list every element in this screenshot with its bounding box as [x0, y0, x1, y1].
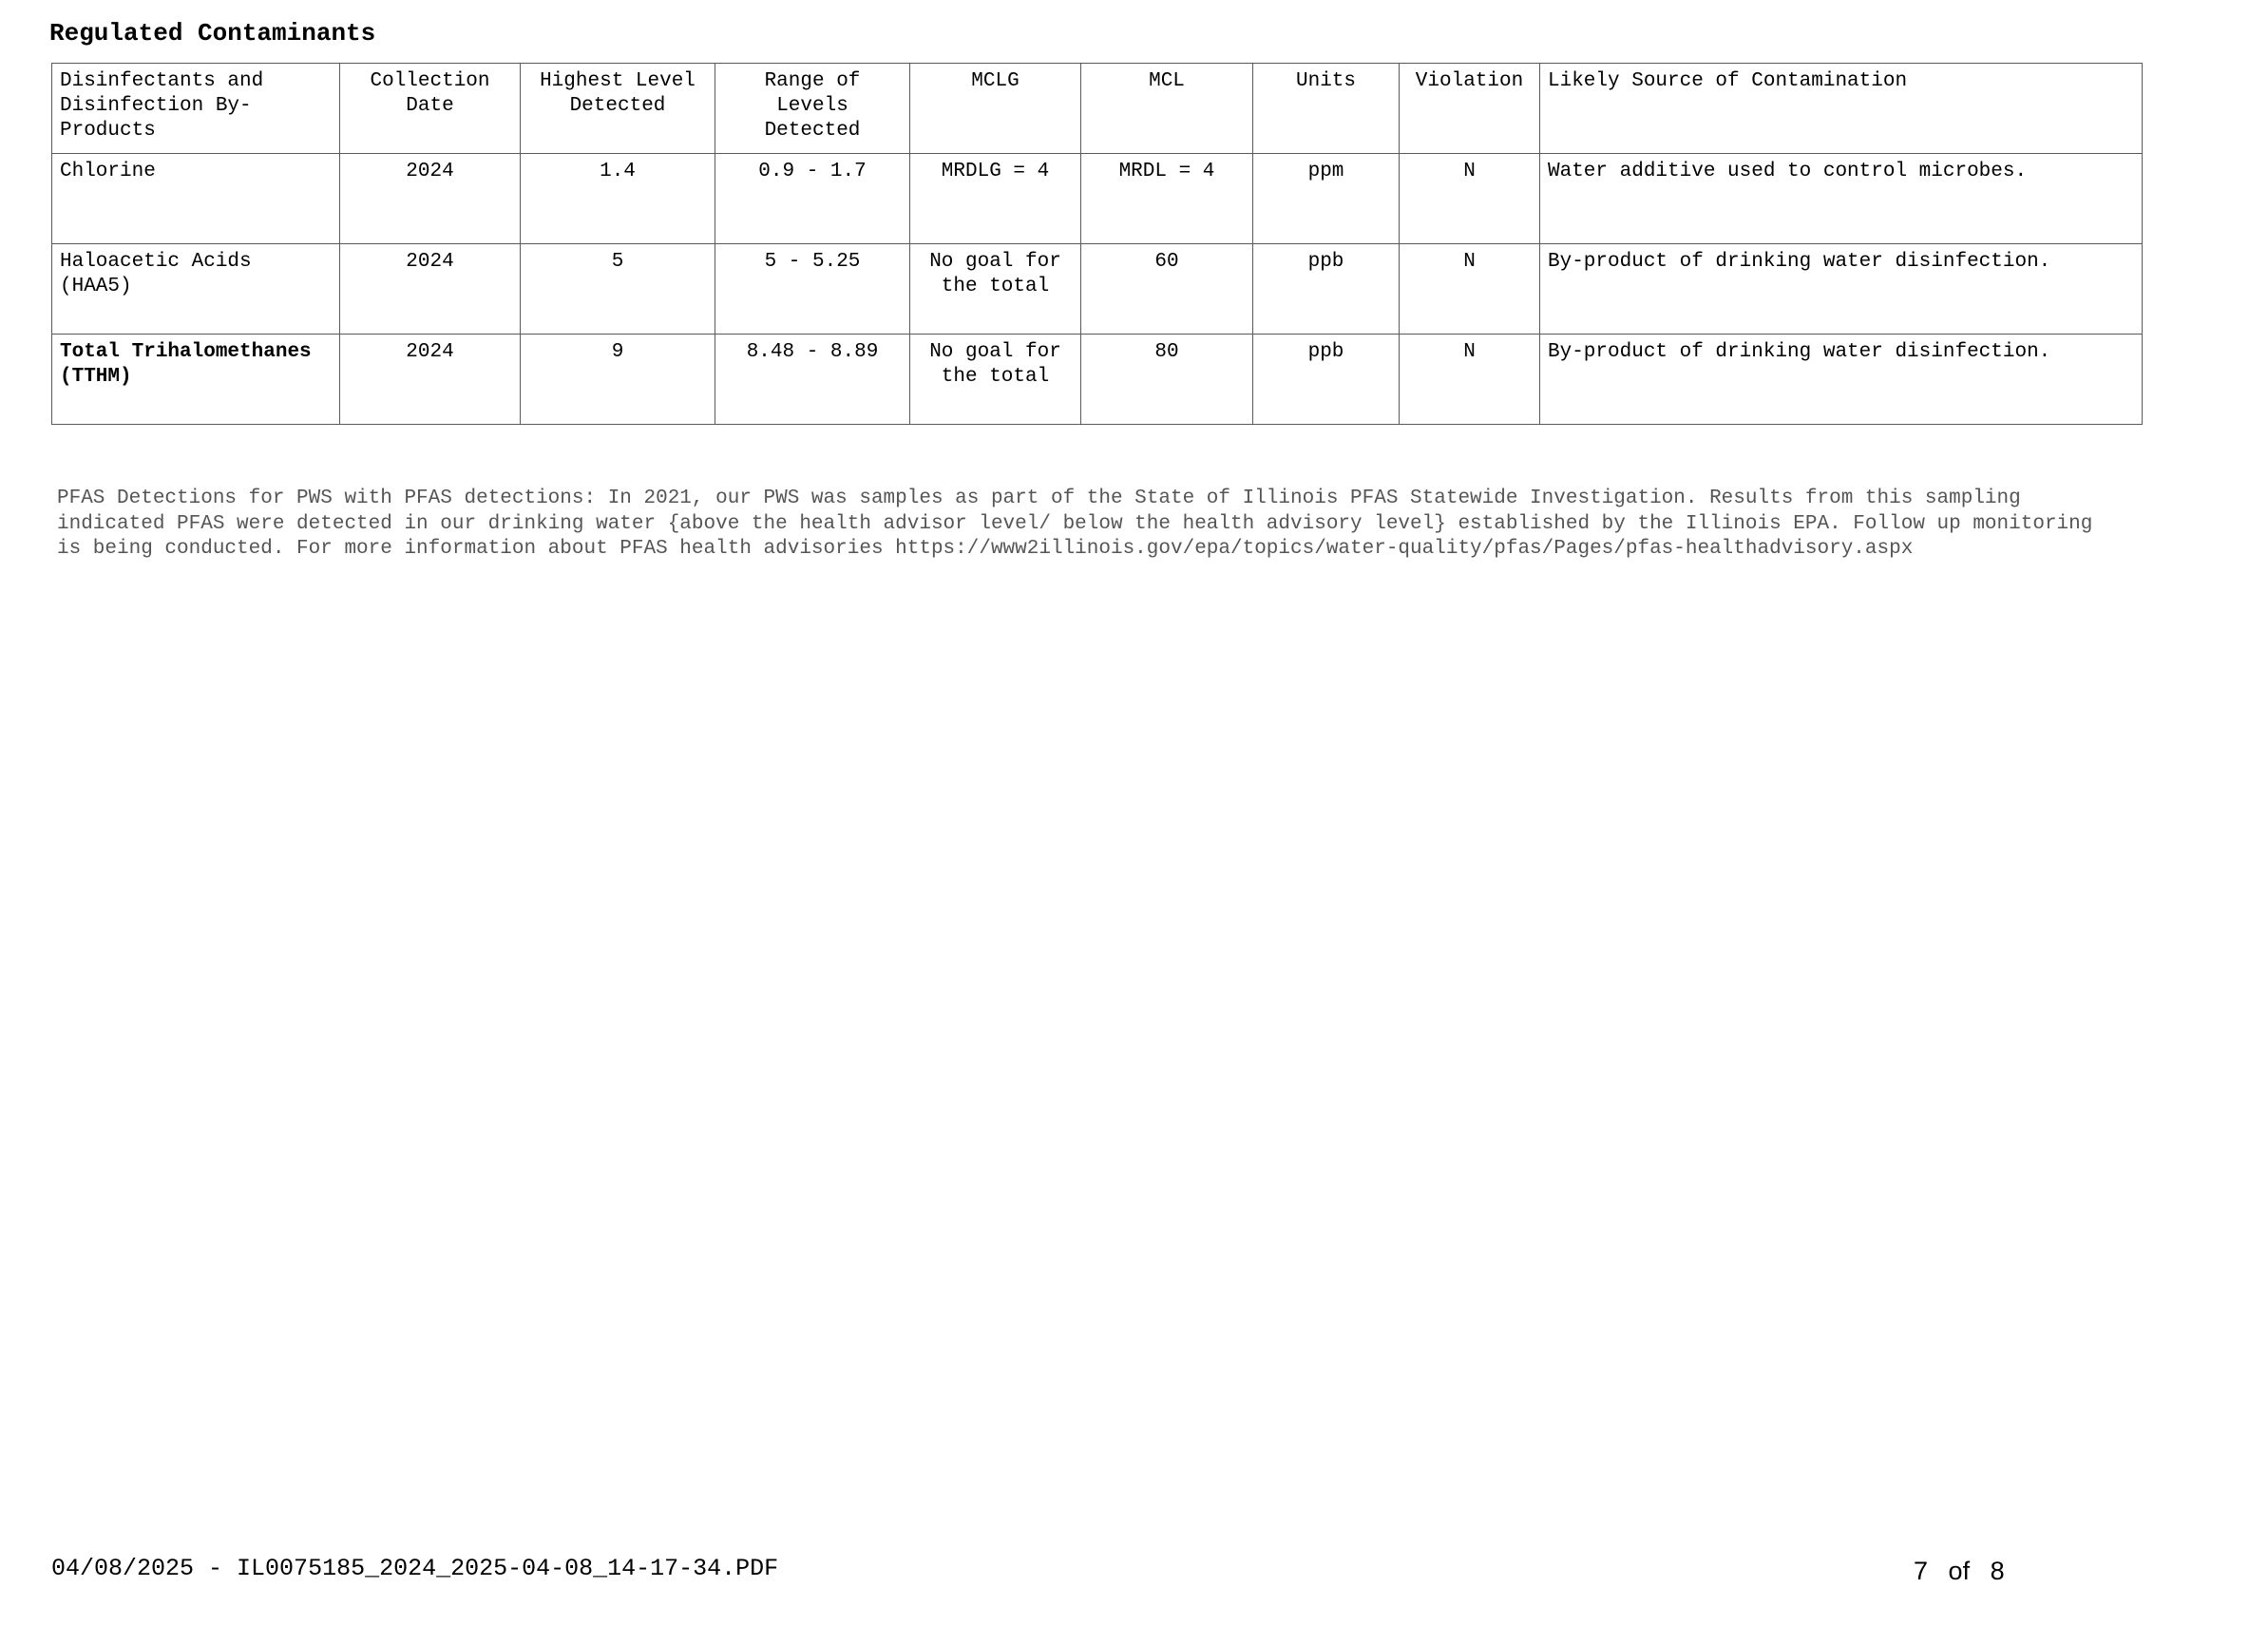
collection-date-cell: 2024	[340, 335, 521, 425]
header-collection-date: Collection Date	[340, 64, 521, 154]
contaminant-name: Total Trihalomethanes (TTHM)	[52, 335, 340, 425]
page-number	[1914, 1557, 2005, 1586]
mcl-cell: 80	[1081, 335, 1253, 425]
mcl-cell: 60	[1081, 244, 1253, 335]
collection-date-cell: 2024	[340, 154, 521, 244]
units-cell: ppm	[1253, 154, 1400, 244]
units-cell: ppb	[1253, 244, 1400, 335]
table-row	[52, 244, 2143, 335]
range-cell: 8.48 - 8.89	[715, 335, 910, 425]
footer-filename: - IL0075185_2024_2025-04-08_14-17-34.PDF	[208, 1555, 779, 1582]
likely-source-cell: By-product of drinking water disinfection.	[1540, 335, 2143, 425]
violation-cell: N	[1400, 244, 1540, 335]
likely-source-cell: By-product of drinking water disinfection.	[1540, 244, 2143, 335]
page-current: 7	[1914, 1557, 1929, 1585]
violation-cell: N	[1400, 154, 1540, 244]
mclg-cell: MRDLG = 4	[910, 154, 1081, 244]
likely-source-cell: Water additive used to control microbes.	[1540, 154, 2143, 244]
units-cell: ppb	[1253, 335, 1400, 425]
pfas-detection-note: PFAS Detections for PWS with PFAS detections: In 2021, our PWS was samples as part of the State of Illinois PFAS Statewide Investigation. Results from this sampling indicated PFAS were detected in our drinking water {above the health advisor level/ below the health advisory level} established by the Illinois EPA. Follow up monitoring is being conducted. For more information about PFAS health advisories https://www2illinois.gov/epa/topics/water-quality/pfas/Pages/pfas-healthadvisory.aspx	[57, 488, 2093, 560]
footer-date: 04/08/2025	[51, 1555, 195, 1582]
regulated-contaminants-table	[51, 63, 2143, 425]
table-header-row	[52, 64, 2143, 154]
header-disinfectants: Disinfectants and Disinfection By-Products	[52, 64, 340, 154]
header-violation: Violation	[1400, 64, 1540, 154]
range-cell: 5 - 5.25	[715, 244, 910, 335]
header-likely-source: Likely Source of Contamination	[1540, 64, 2143, 154]
collection-date-cell: 2024	[340, 244, 521, 335]
header-mcl: MCL	[1081, 64, 1253, 154]
header-highest-level: Highest Level Detected	[521, 64, 715, 154]
contaminant-name: Haloacetic Acids (HAA5)	[52, 244, 340, 335]
highest-level-cell: 5	[521, 244, 715, 335]
header-units: Units	[1253, 64, 1400, 154]
table-row	[52, 154, 2143, 244]
mclg-cell: No goal for the total	[910, 335, 1081, 425]
header-mclg: MCLG	[910, 64, 1081, 154]
page-of-label: of	[1948, 1557, 1971, 1585]
header-range-of-levels: Range of Levels Detected	[715, 64, 910, 154]
footer-document-info	[51, 1555, 778, 1582]
mclg-cell: No goal for the total	[910, 244, 1081, 335]
table-row	[52, 335, 2143, 425]
contaminant-name: Chlorine	[52, 154, 340, 244]
mcl-cell: MRDL = 4	[1081, 154, 1253, 244]
highest-level-cell: 1.4	[521, 154, 715, 244]
violation-cell: N	[1400, 335, 1540, 425]
page-total: 8	[1990, 1557, 2005, 1585]
range-cell: 0.9 - 1.7	[715, 154, 910, 244]
highest-level-cell: 9	[521, 335, 715, 425]
section-title: Regulated Contaminants	[49, 19, 376, 48]
